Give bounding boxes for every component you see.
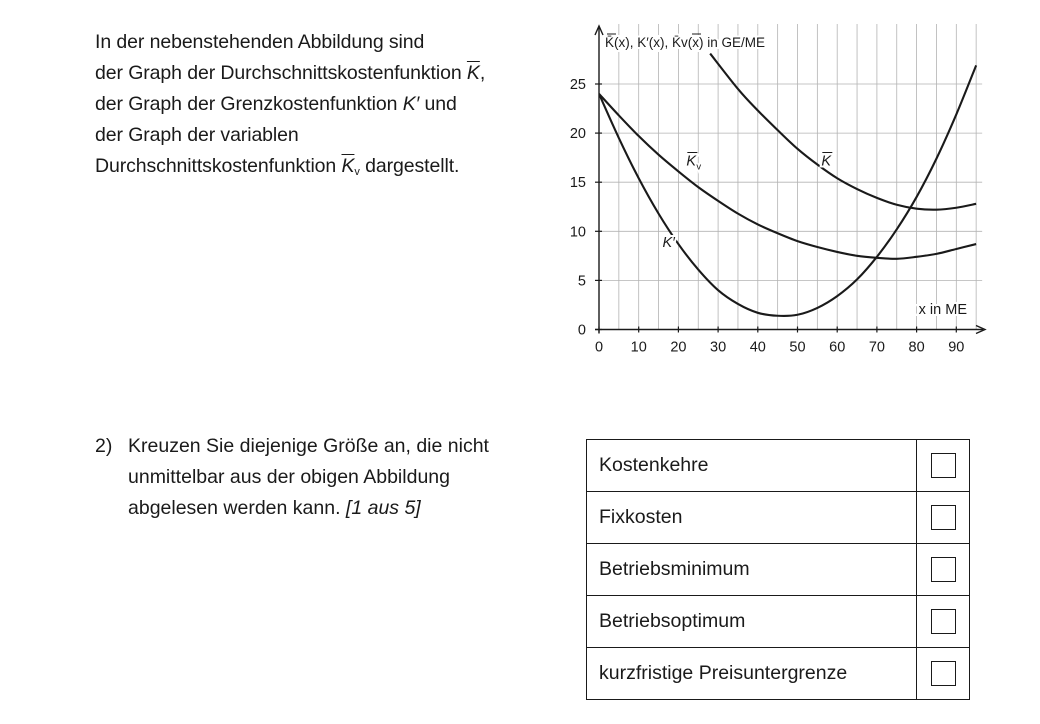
answer-checkbox[interactable] bbox=[931, 453, 956, 478]
x-tick-label: 50 bbox=[789, 339, 806, 356]
y-tick-label: 25 bbox=[569, 77, 586, 93]
x-tick-label: 80 bbox=[908, 339, 925, 356]
y-tick-label: 15 bbox=[569, 175, 586, 192]
symbol-kv-bar: $\overline{K}$ bbox=[341, 155, 355, 177]
answer-table bbox=[586, 439, 970, 700]
symbol-k-prime: K′ bbox=[402, 93, 420, 115]
intro-line-3: der Graph der Grenzkostenfunktion K′ und bbox=[95, 93, 457, 115]
curve-label-k-prime: K′ bbox=[662, 235, 675, 252]
answer-row bbox=[587, 492, 970, 544]
y-tick-label: 5 bbox=[577, 273, 586, 290]
answer-label: Fixkosten bbox=[587, 492, 917, 544]
answer-checkbox[interactable] bbox=[931, 557, 956, 582]
x-tick-label: 30 bbox=[710, 339, 727, 356]
x-tick-label: 20 bbox=[670, 339, 687, 356]
task-2 bbox=[95, 431, 555, 524]
intro-line-5: Durchschnittskostenfunktion $\overline{K}_v$ dargestellt. bbox=[95, 155, 460, 178]
answer-row bbox=[587, 596, 970, 648]
y-tick-label: 0 bbox=[577, 322, 586, 339]
task-number: 2) bbox=[95, 435, 113, 457]
task-line-2: unmittelbar aus der obigen Abbildung bbox=[128, 466, 450, 488]
answer-row bbox=[587, 648, 970, 700]
cost-chart bbox=[555, 20, 995, 370]
answer-checkbox[interactable] bbox=[931, 661, 956, 686]
answer-checkbox[interactable] bbox=[931, 505, 956, 530]
intro-text bbox=[95, 27, 565, 182]
x-tick-label: 0 bbox=[594, 339, 604, 356]
intro-line-4: der Graph der variablen bbox=[95, 124, 299, 146]
answer-row bbox=[587, 544, 970, 596]
curve-label-kv-bar: K bbox=[686, 153, 697, 170]
answer-checkbox[interactable] bbox=[931, 609, 956, 634]
y-tick-label: 10 bbox=[569, 224, 586, 241]
y-tick-label: 20 bbox=[569, 126, 586, 143]
answer-row bbox=[587, 440, 970, 492]
answer-label: Betriebsoptimum bbox=[587, 596, 917, 648]
x-tick-label: 60 bbox=[829, 339, 846, 356]
curve-label-subscript: v bbox=[696, 161, 702, 173]
x-tick-label: 90 bbox=[948, 339, 965, 356]
symbol-k-bar: $\overline{K}$ bbox=[466, 62, 480, 84]
task-line-3: abgelesen werden kann. [1 aus 5] bbox=[128, 497, 421, 519]
curve-label-k-bar: K bbox=[821, 153, 831, 170]
x-tick-label: 10 bbox=[630, 339, 647, 356]
x-tick-label: 40 bbox=[749, 339, 766, 356]
task-line-1: Kreuzen Sie diejenige Größe an, die nicht bbox=[128, 435, 489, 457]
curve-kv-bar bbox=[599, 94, 976, 259]
x-axis-label: x in ME bbox=[918, 302, 967, 318]
y-axis-label: K̄(x), K′(x), K̄v(x) in GE/ME bbox=[605, 35, 766, 50]
intro-line-1: In der nebenstehenden Abbildung sind bbox=[95, 31, 425, 53]
answer-label: Betriebsminimum bbox=[587, 544, 917, 596]
x-tick-label: 70 bbox=[868, 339, 885, 356]
task-hint: [1 aus 5] bbox=[345, 497, 421, 519]
intro-line-2: der Graph der Durchschnittskostenfunktion $\overline{K}$, bbox=[95, 62, 486, 84]
answer-label: kurzfristige Preisuntergrenze bbox=[587, 648, 917, 700]
curve-k-prime bbox=[599, 65, 976, 316]
answer-label: Kostenkehre bbox=[587, 440, 917, 492]
